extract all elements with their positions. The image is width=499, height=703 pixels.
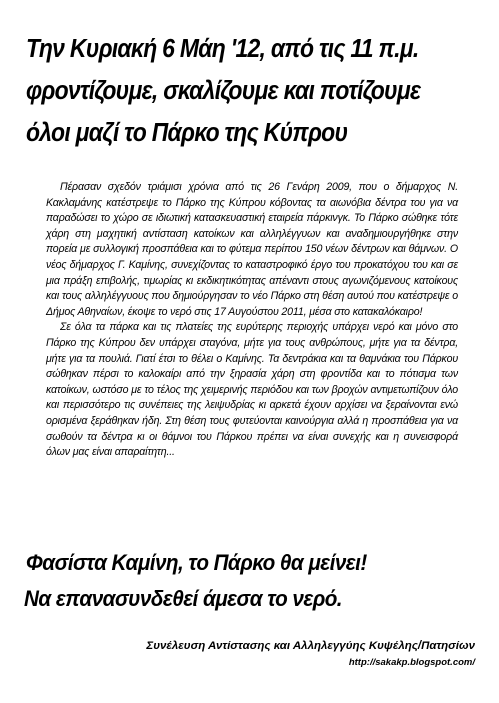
slogan xyxy=(24,545,456,617)
body-paragraph-1: Πέρασαν σχεδόν τριάμισι χρόνια από τις 26 Γενάρη 2009, που ο δήμαρχος Ν. Κακλαμάνης κατέστρεψε το Πάρκο της Κύπρου κόβοντας τα αιωνόβια δέντρα του για να παραδώσει το χώρο σε ιδιωτική κατασκευαστική εταιρεία πάρκινγκ. Το Πάρκο σώθηκε τότε χάρη στη μαχητική αντίσταση κατοίκων και αλληλέγγυων και αναδημιουργήθηκε στην πορεία με συλλογική προσπάθεια και το φύτεμα περίπου 150 νέων δέντρων και θάμνων. Ο νέος δήμαρχος Γ. Καμίνης, συνεχίζοντας το καταστροφικό έργο του προκατόχου του και σε μια πράξη επιβολής, τιμωρίας κι εκδικητικότητας απέναντι στους αγωνιζόμενους κατοίκους και τους αλληλέγγυους που δημιούργησαν το νέο Πάρκο στη θέση αυτού που κατέστρεψε ο Δήμος Αθηναίων, έκοψε το νερό στις 17 Αυγούστου 2011, μέσα στο κατακαλόκαιρο! xyxy=(46,181,458,318)
slogan-line-2: Να επανασυνδεθεί άμεσα το νερό. xyxy=(24,586,342,611)
headline xyxy=(26,28,440,154)
headline-line-1: Την Κυριακή 6 Μάη '12, από τις 11 π.μ. xyxy=(26,35,419,63)
headline-line-3: όλοι μαζί το Πάρκο της Κύπρου xyxy=(26,119,348,147)
headline-line-2: φροντίζουμε, σκαλίζουμε και ποτίζουμε xyxy=(26,77,421,105)
body-paragraph-2: Σε όλα τα πάρκα και τις πλατείες της ευρύτερης περιοχής υπάρχει νερό και μόνο στο Πάρκο της Κύπρου δεν υπάρχει σταγόνα, μήτε για τους ανθρώπους, μήτε για τα δέντρα, μήτε για τα πουλιά. Γιατί έτσι το θέλει ο Καμίνης. Τα δεντράκια και τα θαμνάκια του Πάρκου σώθηκαν πέρσι το καλοκαίρι από την ξηρασία χάρη στη φροντίδα και το πότισμα των κατοίκων, ωστόσο με το τέλος της χειμερινής περιόδου και των βροχών αντιμετωπίζουν όλο και περισσότερο τις συνέπειες της λειψυδρίας κι αρκετά έχουν αρχίσει να ξεραίνονται ενώ ορισμένα ξεράθηκαν ήδη. Στη θέση τους φυτεύονται καινούργια αλλά η προσπάθεια για να σωθούν τα δέντρα κι οι θάμνοι του Πάρκου πρέπει να είναι συνεχής και η συνεισφορά όλων μας είναι απαραίτητη... xyxy=(46,321,458,459)
slogan-line-1: Φασίστα Καμίνη, το Πάρκο θα μείνει! xyxy=(25,550,367,575)
body-text xyxy=(46,180,458,461)
signature: Συνέλευση Αντίστασης και Αλληλεγγύης Κυψέλης/Πατησίων xyxy=(146,640,475,652)
blog-url: http://sakakp.blogspot.com/ xyxy=(348,657,475,668)
